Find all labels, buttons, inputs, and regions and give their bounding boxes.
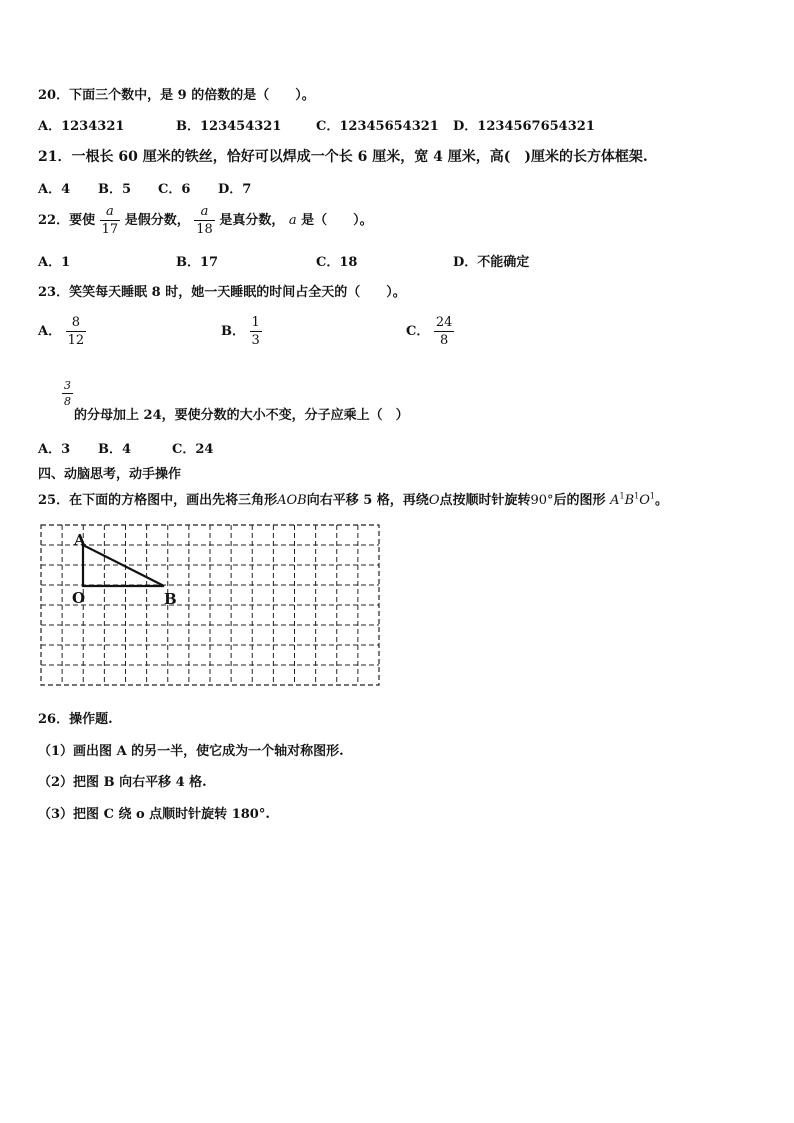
q21-option-d: D．7 — [218, 182, 252, 197]
q24-option-a: A．3 — [38, 442, 71, 457]
q22-option-c: C．18 — [316, 255, 358, 270]
q22-option-a: A．1 — [38, 255, 71, 270]
q22-fraction-1: $\frac{a}{17}$ — [101, 204, 119, 237]
q25-grid-figure[interactable] — [40, 524, 382, 688]
q24-option-c: C．24 — [172, 442, 214, 457]
q23-stem: 23．笑笑每天睡眠 8 时，她一天睡眠的时间占全天的（ ）。 — [38, 285, 406, 300]
q24-stem: 的分母加上 24，要使分数的大小不变，分子应乘上（ ） — [74, 408, 409, 423]
q20-option-d: D．1234567654321 — [453, 119, 595, 134]
q20-option-b: B．123454321 — [176, 119, 282, 134]
q25-stem: 25．在下面的方格图中，画出先将三角形AOB向右平移 5 格，再绕O点按顺时针旋转90°后的图形 $A^1B^1O^1$。 — [38, 491, 669, 508]
q21-option-c: C．6 — [158, 182, 191, 197]
q24-fraction: $\frac{3}{8}$ — [64, 379, 71, 408]
triangle-aob — [83, 545, 164, 586]
label-a: A — [74, 531, 86, 549]
q23-option-a: A． $\frac{8}{12}$ — [38, 315, 85, 348]
q22-option-d: D．不能确定 — [453, 255, 530, 270]
q26-item-3: （3）把图 C 绕 o 点顺时针旋转 180°. — [38, 807, 270, 822]
q23-option-b: B． $\frac{1}{3}$ — [221, 315, 260, 348]
q20-option-a: A．1234321 — [38, 119, 125, 134]
q20-option-c: C．12345654321 — [316, 119, 439, 134]
q23-option-c: C． $\frac{24}{8}$ — [406, 315, 453, 348]
q21-option-a: A．4 — [38, 182, 71, 197]
label-b: B — [164, 590, 177, 608]
label-o: O — [72, 589, 86, 607]
q26-item-2: （2）把图 B 向右平移 4 格. — [38, 775, 207, 790]
q22-stem: 22．要使 $\frac{a}{17}$ 是假分数， $\frac{a}{18}$ 是真分数， a 是（ ）。 — [38, 204, 373, 237]
q20-stem: 20．下面三个数中，是 9 的倍数的是（ ）。 — [38, 88, 315, 103]
q21-option-b: B．5 — [98, 182, 132, 197]
q24-option-b: B．4 — [98, 442, 132, 457]
section-heading: 四、动脑思考，动手操作 — [38, 467, 182, 482]
q26-item-1: （1）画出图 A 的另一半，使它成为一个轴对称图形. — [38, 744, 344, 759]
q22-fraction-2: $\frac{a}{18}$ — [196, 204, 213, 237]
q26-title: 26．操作题. — [38, 712, 113, 727]
q21-stem: 21．一根长 60 厘米的铁丝，恰好可以焊成一个长 6 厘米，宽 4 厘米，高( )厘米的长方体框架. — [38, 149, 648, 165]
q22-option-b: B．17 — [176, 255, 219, 270]
